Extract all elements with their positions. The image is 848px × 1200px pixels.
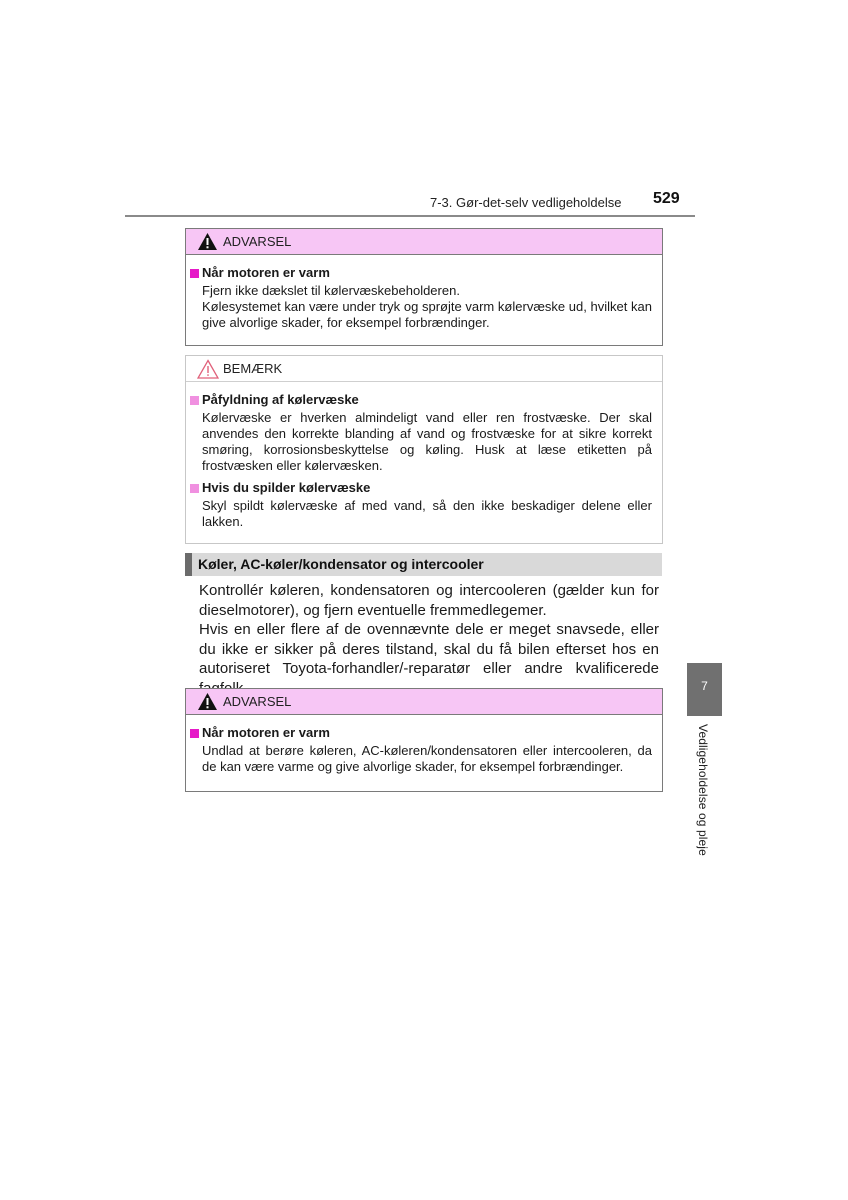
notice-body [186,382,662,538]
section-paragraph: Kontrollér køleren, kondensatoren og intercooleren (gælder kun for dieselmotorer), og fjern eventuelle fremmedlegemer. Hvis en eller flere af de ovennævnte dele er meget snavsede, eller du ikke er sikker på deres tilstand, skal du få bilen efterset hos en autoriseret Toyota-forhandler/-reparatør eller andre kvalificerede [199,582,659,677]
warning-label: ADVARSEL [223,694,292,709]
notice-item-title: Hvis du spilder kølervæske [190,480,652,496]
warning-box-radiator-hot [185,688,663,792]
warning-body [186,255,662,339]
warning-body [186,715,662,783]
notice-item-text: Skyl spildt kølervæske af med vand, så den ikke beskadiger delene eller lakken. [202,498,652,529]
square-bullet-icon [190,484,199,493]
section-heading-bar [185,553,192,576]
notice-item-title: Påfyldning af kølervæske [190,392,652,408]
section-heading-text: Køler, AC-køler/kondensator og intercooler [198,556,484,572]
notice-item-text: Kølervæske er hverken almindeligt vand eller ren frostvæske. Der skal anvendes den korrekte blanding af vand og frostvæske for at sikre korrekt smøring, korrosionsbeskyttelse og køling. Husk at læse etiketten på frostvæsken eller kølervæsken. [202,410,652,473]
warning-triangle-icon [197,692,218,711]
square-bullet-icon [190,396,199,405]
header-section-title: 7-3. Gør-det-selv vedligeholdelse [430,195,622,210]
caution-triangle-icon [197,359,219,379]
square-bullet-icon [190,729,199,738]
header-divider [125,215,695,217]
square-bullet-icon [190,269,199,278]
page-number: 529 [653,190,680,207]
warning-item-text: Fjern ikke dækslet til kølervæskebeholderen. Kølesystemet kan være under tryk og sprøjte varm kølervæske ud, hvilket kan give alvorlige skader, for eksempel forbrændinger. [202,283,652,330]
chapter-tab [687,663,722,716]
warning-label: ADVARSEL [223,234,292,249]
notice-header [186,356,662,382]
notice-box-coolant [185,355,663,544]
warning-item-title: Når motoren er varm [190,725,652,741]
warning-item-text: Undlad at berøre køleren, AC-køleren/kondensatoren eller intercooleren, da de kan være varme og give alvorlige skader, for eksempel forbrændinger. [202,743,652,774]
section-heading [185,553,662,576]
chapter-number: 7 [701,679,708,693]
warning-box-engine-hot [185,228,663,346]
warning-triangle-icon [197,232,218,251]
warning-header [186,689,662,715]
notice-label: BEMÆRK [223,361,283,376]
warning-item-title: Når motoren er varm [190,265,652,281]
warning-header [186,229,662,255]
chapter-title-vertical: Vedligeholdelse og pleje [696,724,710,856]
